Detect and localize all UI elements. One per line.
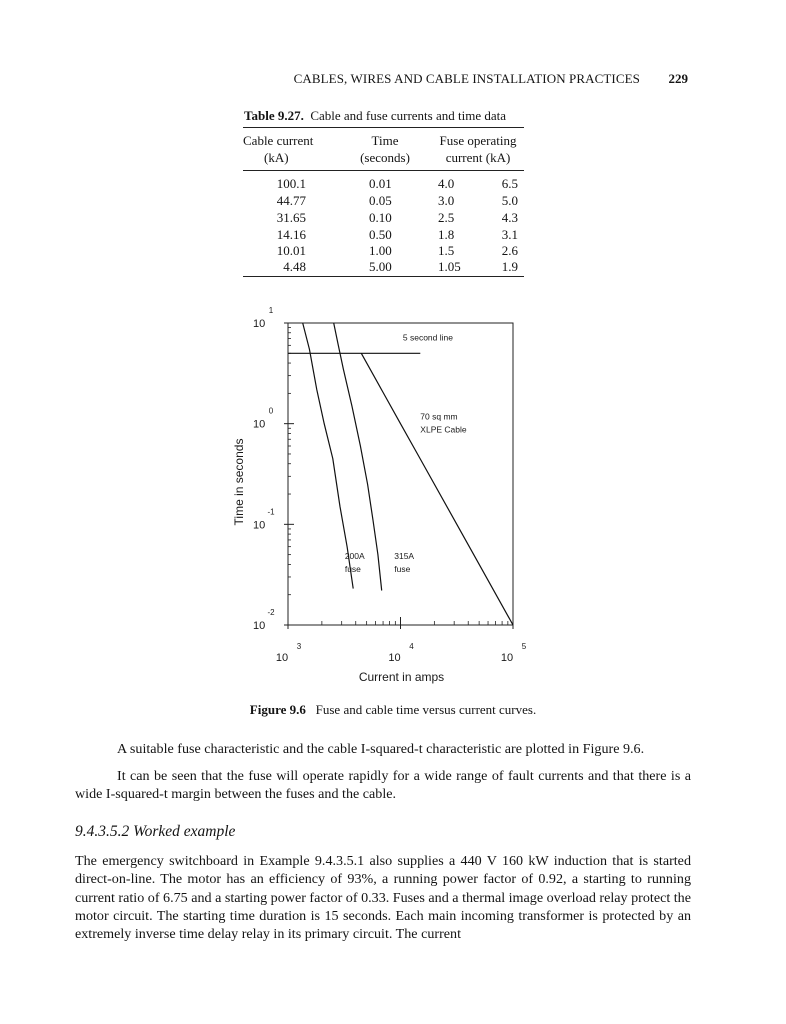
y-tick-label-base: 10 [253, 418, 266, 431]
cell-fuse-200a: 3.0 [438, 193, 455, 208]
x-tick-label-base: 10 [388, 652, 401, 664]
cell-fuse-315a: 2.6 [501, 243, 518, 258]
table-row [243, 259, 524, 275]
column-header-unit: (seconds) [360, 150, 410, 165]
cell-cable-current: 14.16 [276, 227, 306, 242]
x-tick-label-exponent: 4 [409, 642, 414, 651]
cell-time: 0.50 [369, 227, 392, 242]
x-axis-title: Current in amps [358, 670, 445, 684]
cell-fuse-200a: 2.5 [438, 210, 455, 225]
cell-fuse-315a: 4.3 [501, 210, 518, 225]
y-tick-label-base: 10 [253, 620, 266, 632]
series-line-2 [361, 353, 513, 625]
body-paragraph: It can be seen that the fuse will operate rapidly for a wide range of fault currents and that there is a wide I-squared-t margin between the fuses and the cable. [75, 768, 691, 803]
cell-cable-current: 100.1 [276, 176, 306, 191]
x-tick-label-exponent: 3 [296, 642, 302, 651]
cell-time: 0.01 [369, 176, 392, 191]
cell-time: 5.00 [369, 259, 392, 274]
body-paragraph: A suitable fuse characteristic and the cable I-squared-t characteristic are plotted in Figure 9.6. [117, 741, 645, 757]
y-tick-label-exponent: 1 [268, 306, 274, 315]
table-row [243, 210, 524, 226]
table-header-fuse-current [431, 132, 525, 166]
column-header-unit: current (kA) [445, 150, 511, 165]
page-header [0, 71, 786, 89]
y-tick-label-exponent: -2 [267, 608, 275, 617]
figure-caption [0, 702, 786, 718]
figure-label: Figure 9.6 [249, 702, 306, 717]
series-label: XLPE Cable [420, 424, 467, 435]
cell-cable-current: 4.48 [283, 259, 306, 274]
table-label: Table 9.27. [244, 108, 304, 123]
y-tick-label-exponent: 0 [268, 406, 274, 416]
table-row [243, 176, 524, 192]
series-label: fuse [344, 564, 361, 575]
cell-cable-current: 31.65 [276, 210, 306, 225]
series-label: 70 sq mm [420, 411, 458, 422]
series-label: 5 second line [402, 332, 453, 343]
table-caption [244, 108, 506, 124]
series-label: fuse [394, 564, 411, 575]
table-row [243, 193, 524, 209]
y-tick-label-base: 10 [253, 318, 266, 330]
figure-caption-text: Fuse and cable time versus current curves. [315, 702, 537, 717]
series-label: 200A [344, 551, 365, 562]
x-tick-label-base: 10 [275, 652, 289, 664]
cell-fuse-315a: 6.5 [501, 176, 518, 191]
column-header-line: Fuse operating [439, 133, 517, 148]
plot-frame [288, 323, 513, 625]
running-title: CABLES, WIRES AND CABLE INSTALLATION PRACTICES [293, 71, 640, 86]
column-header-unit: (kA) [264, 150, 289, 165]
cell-fuse-315a: 1.9 [501, 259, 518, 274]
table-header-time [348, 132, 422, 166]
page-number: 229 [668, 71, 688, 86]
x-tick-label-exponent: 5 [521, 642, 527, 651]
table-header-cable-current [243, 132, 338, 166]
cell-cable-current: 10.01 [276, 243, 306, 258]
cell-fuse-315a: 3.1 [501, 227, 518, 242]
table-header-rule [243, 170, 524, 171]
cell-time: 0.05 [369, 193, 392, 208]
y-tick-label-base: 10 [253, 519, 266, 532]
cell-time: 0.10 [369, 210, 392, 225]
table-row [243, 243, 524, 259]
x-tick-label-base: 10 [500, 652, 514, 664]
cell-fuse-200a: 1.05 [438, 259, 461, 274]
fuse-cable-curve-chart [225, 300, 535, 692]
y-tick-label-exponent: -1 [267, 507, 275, 517]
cell-cable-current: 44.77 [276, 193, 306, 208]
cell-fuse-200a: 1.8 [438, 227, 455, 242]
column-header-line: Cable current [243, 133, 314, 148]
column-header-line: Time [371, 133, 399, 148]
series-line-0 [303, 323, 354, 589]
cell-fuse-200a: 4.0 [438, 176, 455, 191]
table-top-rule [243, 127, 524, 128]
body-paragraph: The emergency switchboard in Example 9.4.3.5.1 also supplies a 440 V 160 kW induction that is started direct-on-line. The motor has an efficiency of 93%, a running power factor of 0.92, a starting to running current ratio of 6.75 and a starting power factor of 0.33. Fuses and a thermal image overload relay protect the motor circuit. The starting time duration is 15 seconds. Each main incoming transformer is protected by an extremely inverse time delay relay in its primary circuit. The current [75, 853, 691, 943]
cell-fuse-200a: 1.5 [438, 243, 455, 258]
table-title: Cable and fuse currents and time data [310, 108, 506, 123]
table-row [243, 227, 524, 243]
cell-time: 1.00 [369, 243, 392, 258]
series-label: 315A [394, 551, 415, 562]
section-heading: 9.4.3.5.2 Worked example [75, 823, 236, 840]
cell-fuse-315a: 5.0 [501, 193, 518, 208]
y-axis-title: Time in seconds [232, 438, 246, 526]
table-bottom-rule [243, 276, 524, 277]
